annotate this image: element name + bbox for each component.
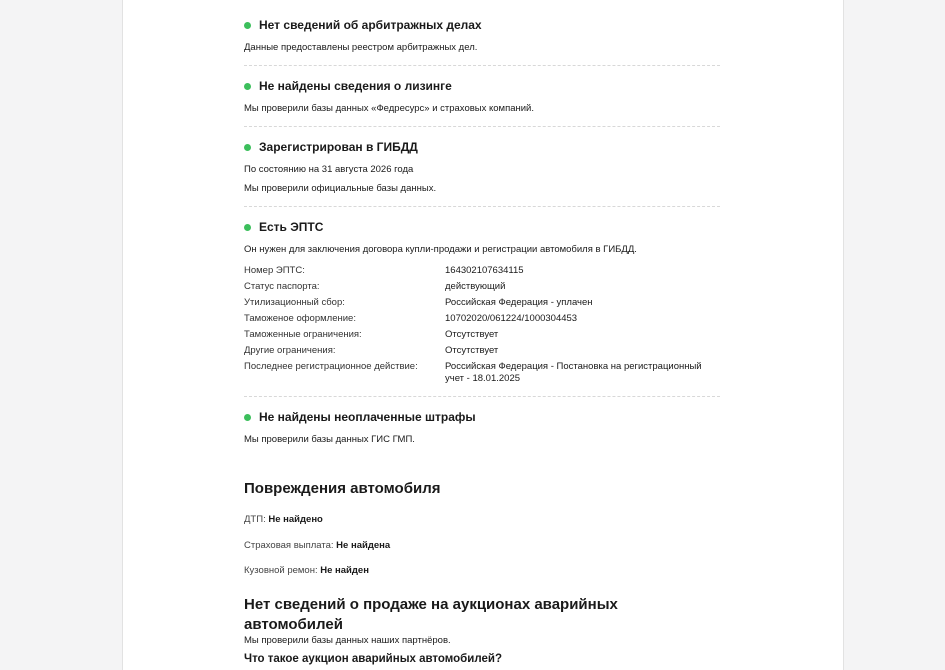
section-leasing xyxy=(244,76,720,127)
section-header xyxy=(244,76,720,96)
status-dot-icon xyxy=(244,224,251,231)
section-title: Зарегистрирован в ГИБДД xyxy=(259,140,418,154)
damage-row-body-repair xyxy=(244,565,720,577)
section-description: Мы проверили базы данных «Федресурс» и страховых компаний. xyxy=(244,103,535,114)
epts-label: Другие ограничения: xyxy=(244,345,336,356)
epts-row xyxy=(244,329,720,341)
epts-value: Отсутствует xyxy=(445,329,499,340)
section-title: Не найдены неоплаченные штрафы xyxy=(259,410,476,424)
status-dot-icon xyxy=(244,83,251,90)
damage-value: Не найден xyxy=(320,565,369,576)
epts-value: 10702020/061224/1000304453 xyxy=(445,313,578,324)
status-dot-icon xyxy=(244,144,251,151)
damage-value: Не найдено xyxy=(268,514,323,525)
section-description: Данные предоставлены реестром арбитражных дел. xyxy=(244,42,478,53)
damage-row-insurance xyxy=(244,540,720,552)
epts-label: Статус паспорта: xyxy=(244,281,320,292)
damage-row-accident xyxy=(244,514,720,526)
report-content xyxy=(244,0,720,665)
status-dot-icon xyxy=(244,22,251,29)
section-header xyxy=(244,407,720,427)
epts-label: Таможенные ограничения: xyxy=(244,329,362,340)
epts-row xyxy=(244,313,720,325)
damage-value: Не найдена xyxy=(336,540,391,551)
damage-block xyxy=(244,479,720,577)
epts-value: Отсутствует xyxy=(445,345,499,356)
epts-value: 164302107634115 xyxy=(445,265,524,276)
section-header xyxy=(244,15,720,35)
section-title: Есть ЭПТС xyxy=(259,220,324,234)
auction-description: Мы проверили базы данных наших партнёров. xyxy=(244,635,451,646)
epts-row xyxy=(244,297,720,309)
section-arbitration xyxy=(244,15,720,66)
section-title: Нет сведений об арбитражных делах xyxy=(259,18,482,32)
epts-label: Таможеное оформление: xyxy=(244,313,356,324)
damage-label: Кузовной ремон: xyxy=(244,565,318,576)
epts-value: Российская Федерация - Постановка на регистрационный учет - 18.01.2025 xyxy=(445,361,702,384)
section-fines xyxy=(244,407,720,457)
section-header xyxy=(244,137,720,157)
section-description-secondary: Мы проверили официальные базы данных. xyxy=(244,183,437,194)
section-title: Не найдены сведения о лизинге xyxy=(259,79,452,93)
epts-value: действующий xyxy=(445,281,506,292)
section-description: Он нужен для заключения договора купли-продажи и регистрации автомобиля в ГИБДД. xyxy=(244,244,637,255)
epts-value: Российская Федерация - уплачен xyxy=(445,297,593,308)
section-description: Мы проверили базы данных ГИС ГМП. xyxy=(244,434,415,445)
epts-row xyxy=(244,361,720,385)
epts-label: Последнее регистрационное действие: xyxy=(244,361,418,372)
status-dot-icon xyxy=(244,414,251,421)
epts-label: Номер ЭПТС: xyxy=(244,265,305,276)
auction-title: Нет сведений о продаже на аукционах аварийных автомобилей xyxy=(244,596,618,633)
damage-label: ДТП: xyxy=(244,514,266,525)
section-gibdd xyxy=(244,137,720,207)
section-epts xyxy=(244,217,720,397)
damage-title: Повреждения автомобиля xyxy=(244,480,441,497)
epts-label: Утилизационный сбор: xyxy=(244,297,345,308)
damage-label: Страховая выплата: xyxy=(244,540,334,551)
auction-block xyxy=(244,595,720,665)
auction-question-link[interactable]: Что такое аукцион аварийных автомобилей? xyxy=(244,653,502,665)
section-description: По состоянию на 31 августа 2026 года xyxy=(244,164,414,175)
epts-row xyxy=(244,345,720,357)
section-header xyxy=(244,217,720,237)
epts-row xyxy=(244,265,720,277)
epts-row xyxy=(244,281,720,293)
